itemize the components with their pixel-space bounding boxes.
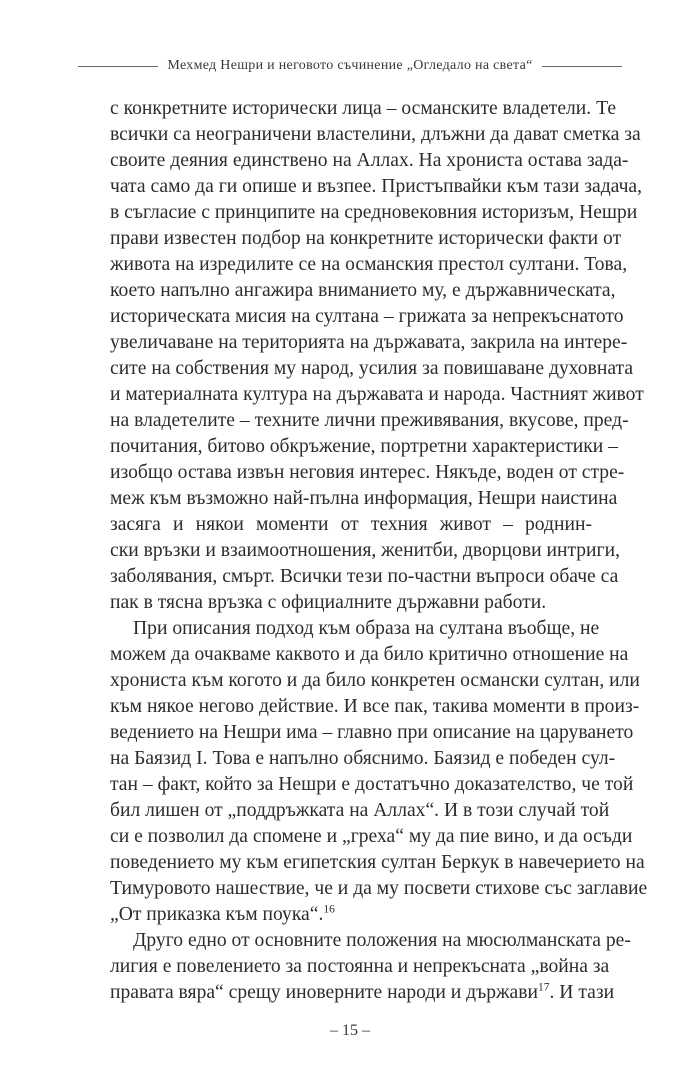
text-line: тан – факт, който за Нешри е достатъчно доказателство, че той [110, 774, 634, 795]
text-line: меж към възможно най-пълна информация, Нешри наистина [110, 488, 618, 509]
text-line: пак в тясна връзка с официалните държавни работи. [110, 592, 547, 613]
text-line: увеличаване на територията на държавата, закрила на интере- [110, 332, 628, 353]
text-line: с конкретните исторически лица – османските владетели. Те [110, 98, 617, 119]
text-line: всички са неограничени властелини, длъжни да дават сметка за [110, 124, 641, 145]
text-line: си е позволил да спомене и „греха“ му да пие вино, и да осъди [110, 826, 633, 847]
text-line [110, 980, 615, 1006]
text-line: ведението на Нешри има – главно при описание на царуването [110, 722, 634, 743]
text-fragment: правата вяра“ срещу иноверните народи и държави [110, 982, 538, 1003]
text-line: засяга и някои моменти от техния живот – роднин- [110, 514, 592, 535]
text-line: поведението му към египетския султан Беркук в навечерието на [110, 852, 645, 873]
text-line: можем да очакваме каквото и да било критично отношение на [110, 644, 629, 665]
text-line: прави известен подбор на конкретните исторически факти от [110, 228, 622, 249]
running-head-title: Мехмед Нешри и неговото съчинение „Огледало на света“ [167, 58, 533, 73]
footnote-ref[interactable]: 17 [537, 981, 550, 994]
text-line: в съгласие с принципите на средновековния историзъм, Нешри [110, 202, 638, 223]
text-line: сите на собствения му народ, усилия за повишаване духовната [110, 358, 634, 379]
text-line: което напълно ангажира вниманието му, е държавническата, [110, 280, 616, 301]
text-line: своите деяния единствено на Аллах. На хрониста остава зада- [110, 150, 629, 171]
text-line: Друго едно от основните положения на мюсюлманската ре- [133, 930, 631, 951]
text-line: и материалната култура на държавата и народа. Частният живот [110, 384, 644, 405]
paragraph-2 [110, 616, 648, 928]
text-line: При описания подход към образа на султана въобще, не [133, 618, 600, 639]
text-line: хрониста към когото и да било конкретен османски султан, или [110, 670, 640, 691]
text-line: чата само да ги опише и възпее. Пристъпвайки към тази задача, [110, 176, 643, 197]
text-line: лигия е повелението за постоянна и непрекъсната „война за [110, 956, 610, 977]
text-fragment: . И тази [549, 982, 615, 1003]
text-line: към някое негово действие. И все пак, такива моменти в произ- [110, 696, 640, 717]
text-line: историческата мисия на султана – грижата за непрекъснатото [110, 306, 624, 327]
text-line: изобщо остава извън неговия интерес. Някъде, воден от стре- [110, 462, 625, 483]
paragraph-3 [110, 928, 631, 1006]
running-head-rule-right [542, 66, 622, 67]
page-number: – 15 – [330, 1022, 370, 1039]
text-line: на владетелите – техните лични преживявания, вкусове, пред- [110, 410, 629, 431]
text-line: заболявания, смърт. Всички тези по-частни въпроси обаче са [110, 566, 619, 587]
text-line: Тимуровото нашествие, че и да му посвети стихове със заглавие [110, 878, 648, 899]
footnote-ref[interactable]: 16 [323, 903, 335, 916]
text-line: ски връзки и взаимоотношения, женитби, дворцови интриги, [110, 540, 620, 561]
running-head [78, 58, 622, 74]
text-line [110, 902, 592, 928]
running-head-rule-left [78, 66, 158, 67]
text-fragment: „От приказка към поука“. [110, 904, 324, 925]
text-line: бил лишен от „поддръжката на Аллах“. И в този случай той [110, 800, 610, 821]
text-line: почитания, битово обкръжение, портретни характеристики – [110, 436, 618, 457]
paragraph-1 [110, 96, 644, 616]
main-text [110, 96, 648, 1006]
text-line: живота на изредилите се на османския престол султани. Това, [110, 254, 628, 275]
text-line: на Баязид I. Това е напълно обяснимо. Баязид е победен сул- [110, 748, 616, 769]
